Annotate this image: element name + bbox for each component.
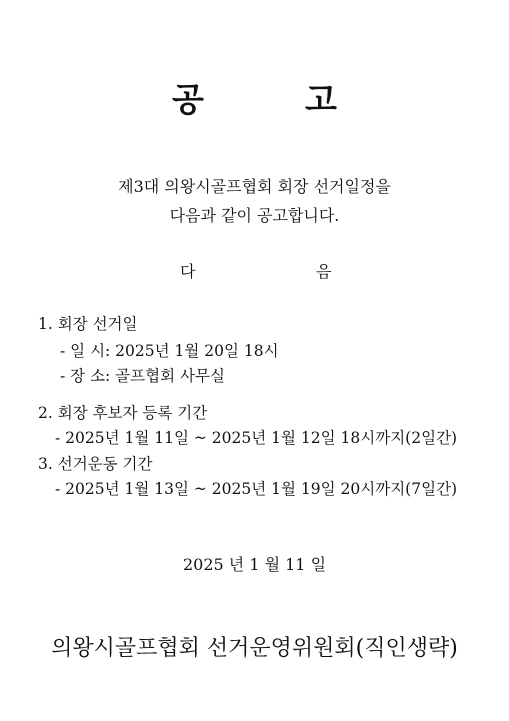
title-char-2: 고 — [305, 80, 337, 119]
da-eum-char-1: 다 — [180, 262, 196, 281]
notice-title — [0, 80, 509, 120]
da-eum-heading — [0, 262, 509, 282]
section-heading-election-day: 1. 회장 선거일 — [38, 315, 138, 333]
section-item-location: - 장 소: 골프협회 사무실 — [60, 367, 225, 385]
notice-date: 2025 년 1 월 11 일 — [182, 555, 327, 574]
intro-line-2: 다음과 같이 공고합니다. — [169, 206, 340, 225]
signature-line: 의왕시골프협회 선거운영위원회(직인생략) — [51, 636, 458, 661]
title-char-1: 공 — [172, 80, 204, 119]
section-item-datetime: - 일 시: 2025년 1월 20일 18시 — [60, 342, 279, 360]
section-heading-registration-period: 2. 회장 후보자 등록 기간 — [38, 404, 208, 422]
intro-line-1: 제3대 의왕시골프협회 회장 선거일정을 — [118, 177, 391, 196]
section-item-registration-dates: - 2025년 1월 11일 ~ 2025년 1월 12일 18시까지(2일간) — [55, 429, 458, 447]
section-heading-campaign-period: 3. 선거운동 기간 — [38, 455, 153, 473]
da-eum-char-2: 음 — [316, 262, 332, 281]
section-item-campaign-dates: - 2025년 1월 13일 ~ 2025년 1월 19일 20시까지(7일간) — [55, 480, 458, 498]
